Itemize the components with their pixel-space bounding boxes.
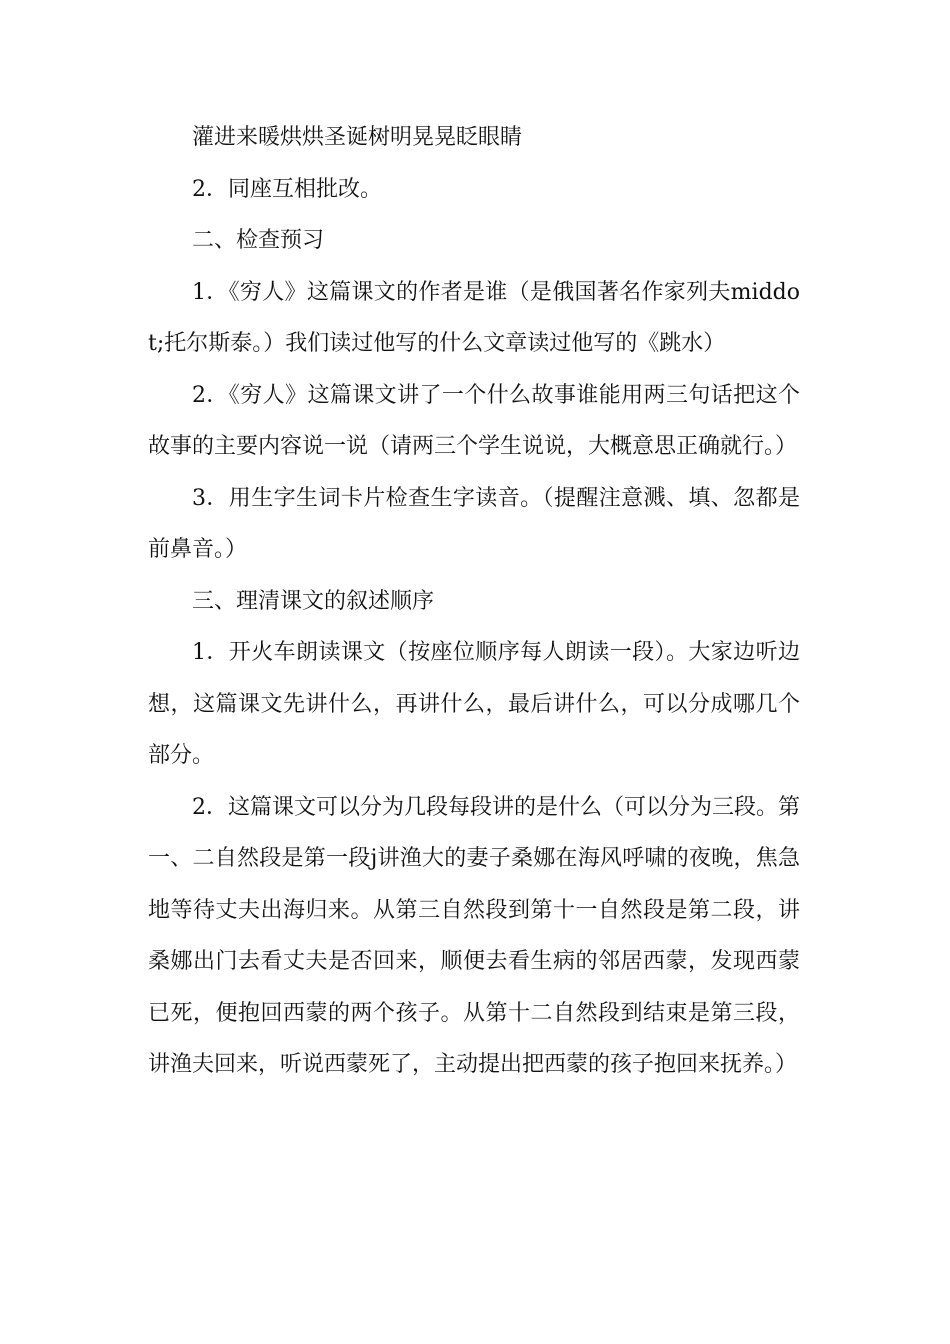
paragraph-peer-correction: 2．同座互相批改。 [192,176,382,202]
document-body [148,112,800,1091]
section-heading-check-preview: 二、检查预习 [192,228,325,253]
paragraph-pronunciation-check: 3．用生字生词卡片检查生字读音。（提醒注意溅、填、忽都是前鼻音。） [148,485,800,562]
paragraph-section-division: 2．这篇课文可以分为几段每段讲的是什么（可以分为三段。第一、二自然段是第一段j讲渔大的妻子桑娜在海风呼啸的夜晚，焦急地等待丈夫出海归来。从第三自然段到第十一自然段是第二段，讲桑娜出门去看丈夫是否回来，顺便去看生病的邻居西蒙，发现西蒙已死，便抱回西蒙的两个孩子。从第十二自然段到结束是第三段，讲渔夫回来，听说西蒙死了，主动提出把西蒙的孩子抱回来抚养。） [148,794,800,1077]
paragraph-author-question: 1．《穷人》这篇课文的作者是谁（是俄国著名作家列夫middot;托尔斯泰。）我们读过他写的什么文章读过他写的《跳水） [148,279,800,356]
paragraph-story-summary-question: 2．《穷人》这篇课文讲了一个什么故事谁能用两三句话把这个故事的主要内容说一说（请两三个学生说说，大概意思正确就行。） [148,382,800,459]
paragraph-relay-reading: 1．开火车朗读课文（按座位顺序每人朗读一段）。大家边听边想，这篇课文先讲什么，再讲什么，最后讲什么，可以分成哪几个部分。 [148,640,800,768]
section-heading-narrative-order: 三、理清课文的叙述顺序 [192,588,435,614]
paragraph-vocabulary-line: 灌进来暖烘烘圣诞树明晃晃眨眼睛 [192,125,523,150]
